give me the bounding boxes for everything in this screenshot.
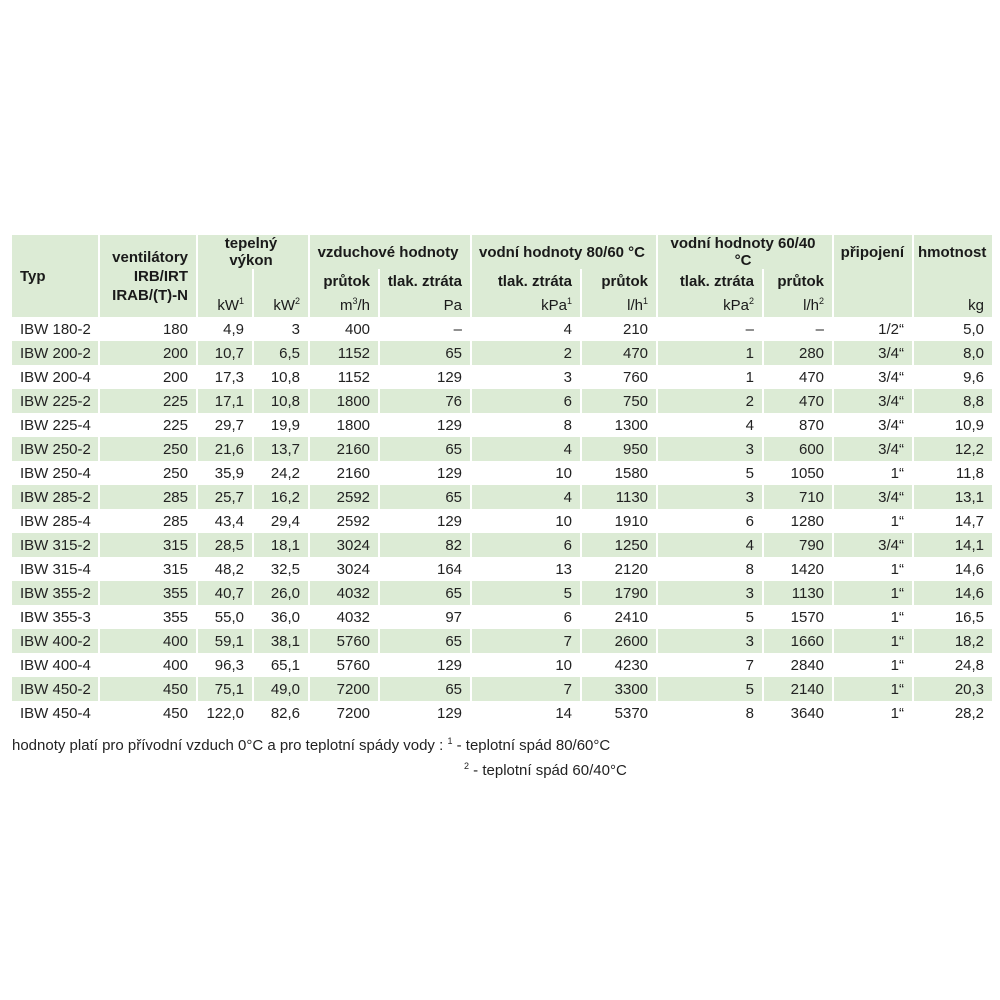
cell-vzduch-prutok: 1800 — [310, 389, 380, 413]
table-row — [12, 509, 992, 533]
cell-vzduch-prutok: 2160 — [310, 437, 380, 461]
cell-vzduch-prutok: 3024 — [310, 557, 380, 581]
cell-voda2-prutok: 1660 — [764, 629, 834, 653]
cell-ventilatory: 450 — [100, 701, 198, 725]
cell-voda2-tlak: 3 — [658, 581, 764, 605]
cell-kw2: 82,6 — [254, 701, 310, 725]
cell-typ: IBW 200-2 — [12, 341, 100, 365]
cell-voda2-prutok: 1280 — [764, 509, 834, 533]
table-row — [12, 701, 992, 725]
cell-kw2: 49,0 — [254, 677, 310, 701]
cell-vzduch-tlak: – — [380, 317, 472, 341]
cell-vzduch-prutok: 2592 — [310, 509, 380, 533]
cell-voda2-prutok: 2140 — [764, 677, 834, 701]
cell-pripojeni: 3/4“ — [834, 389, 914, 413]
cell-kw1: 55,0 — [198, 605, 254, 629]
cell-kw2: 38,1 — [254, 629, 310, 653]
table-row — [12, 389, 992, 413]
cell-vzduch-prutok: 1800 — [310, 413, 380, 437]
cell-voda2-prutok: 3640 — [764, 701, 834, 725]
cell-ventilatory: 450 — [100, 677, 198, 701]
cell-hmotnost: 5,0 — [963, 320, 985, 338]
cell-hmotnost: 12,2 — [914, 437, 992, 461]
cell-typ: IBW 285-2 — [12, 485, 100, 509]
cell-voda2-tlak: – — [658, 317, 764, 341]
cell-pripojeni: 1“ — [834, 461, 914, 485]
cell-kw2: 26,0 — [254, 581, 310, 605]
col-ventilatory-header — [100, 235, 198, 317]
cell-ventilatory: 250 — [100, 461, 198, 485]
cell-vzduch-tlak: 164 — [380, 557, 472, 581]
cell-kw1: 25,7 — [198, 485, 254, 509]
cell-voda2-tlak: 1 — [658, 341, 764, 365]
cell-voda1-tlak: 6 — [472, 389, 582, 413]
cell-kw2: 18,1 — [254, 533, 310, 557]
table-row — [12, 317, 992, 341]
cell-vzduch-tlak: 65 — [380, 485, 472, 509]
voda1-prutok-header: průtok — [582, 269, 658, 293]
unit-pa: Pa — [380, 293, 472, 317]
cell-voda1-tlak: 8 — [472, 413, 582, 437]
cell-voda2-prutok: 470 — [764, 389, 834, 413]
cell-vzduch-tlak: 82 — [380, 533, 472, 557]
cell-vzduch-prutok: 1152 — [310, 365, 380, 389]
cell-voda1-prutok: 1790 — [582, 581, 658, 605]
cell-typ: IBW 200-4 — [12, 365, 100, 389]
cell-voda2-tlak: 2 — [658, 389, 764, 413]
cell-voda2-prutok: 600 — [764, 437, 834, 461]
cell-ventilatory: 250 — [100, 437, 198, 461]
footnote-line-2: $^2$ - teplotní spád 60/40°C — [464, 761, 627, 779]
cell-vzduch-prutok: 7200 — [310, 701, 380, 725]
cell-voda1-tlak: 4 — [472, 317, 582, 341]
cell-voda1-prutok: 4230 — [582, 653, 658, 677]
unit-m3h: $m^3/h$ — [310, 293, 380, 317]
col-vzduchove-hodnoty-header: vzduchové hodnoty — [310, 235, 472, 269]
cell-typ: IBW 225-2 — [12, 389, 100, 413]
cell-vzduch-prutok: 7200 — [310, 677, 380, 701]
cell-hmotnost: 13,1 — [914, 485, 992, 509]
spec-table — [12, 235, 992, 725]
table-row — [12, 557, 992, 581]
cell-vzduch-prutok: 4032 — [310, 605, 380, 629]
cell-voda2-prutok: 470 — [764, 365, 834, 389]
cell-pripojeni: 3/4“ — [834, 533, 914, 557]
cell-kw2: 10,8 — [254, 389, 310, 413]
cell-voda1-prutok: 1250 — [582, 533, 658, 557]
table-row — [12, 533, 992, 557]
cell-ventilatory: 225 — [100, 389, 198, 413]
cell-vzduch-prutok: 400 — [310, 317, 380, 341]
cell-kw1: 17,1 — [198, 389, 254, 413]
cell-pripojeni: 3/4“ — [834, 437, 914, 461]
cell-ventilatory: 400 — [100, 653, 198, 677]
cell-pripojeni: 1“ — [834, 557, 914, 581]
cell-voda1-prutok: 2120 — [582, 557, 658, 581]
unit-lh1: $l/h^1$ — [582, 293, 658, 317]
cell-kw2: 16,2 — [254, 485, 310, 509]
cell-typ: IBW 225-4 — [12, 413, 100, 437]
cell-pripojeni: 1/2“ — [834, 317, 914, 341]
cell-hmotnost: 10,9 — [954, 416, 985, 434]
cell-voda2-tlak: 4 — [658, 533, 764, 557]
cell-kw2: 32,5 — [254, 557, 310, 581]
cell-ventilatory: 200 — [100, 365, 198, 389]
cell-voda1-prutok: 210 — [582, 317, 658, 341]
cell-kw1: 59,1 — [198, 629, 254, 653]
cell-ventilatory: 285 — [100, 509, 198, 533]
cell-hmotnost: 18,2 — [914, 629, 992, 653]
cell-kw1: 28,5 — [198, 533, 254, 557]
col-typ-header: Typ — [12, 235, 100, 317]
cell-ventilatory: 355 — [100, 581, 198, 605]
cell-vzduch-tlak: 129 — [380, 701, 472, 725]
cell-voda1-prutok: 1910 — [582, 509, 658, 533]
col-tepelny-vykon-header: tepelný výkon — [198, 235, 310, 269]
cell-kw1: 122,0 — [198, 701, 254, 725]
cell-typ: IBW 450-2 — [12, 677, 100, 701]
cell-voda2-tlak: 3 — [658, 437, 764, 461]
footnote-line-1: hodnoty platí pro přívodní vzduch 0°C a pro teplotní spády vody : $^1$ - teplotní spád 80/60°C — [12, 736, 611, 754]
cell-kw1: 96,3 — [198, 653, 254, 677]
header-row-groups — [12, 235, 992, 269]
cell-hmotnost: 14,7 — [954, 512, 985, 530]
cell-pripojeni: 3/4“ — [834, 485, 914, 509]
cell-voda2-prutok: 280 — [764, 341, 834, 365]
cell-voda2-tlak: 5 — [658, 677, 764, 701]
cell-voda2-tlak: 5 — [658, 461, 764, 485]
cell-pripojeni: 1“ — [834, 677, 914, 701]
cell-kw2: 13,7 — [254, 437, 310, 461]
cell-voda2-prutok: – — [764, 317, 834, 341]
cell-voda2-tlak: 3 — [658, 629, 764, 653]
cell-vzduch-prutok: 4032 — [310, 581, 380, 605]
cell-pripojeni: 1“ — [834, 605, 914, 629]
cell-vzduch-tlak: 65 — [380, 341, 472, 365]
col-vodni-80-60-header: vodní hodnoty 80/60 °C — [472, 235, 658, 269]
cell-typ: IBW 180-2 — [12, 317, 100, 341]
table-row — [12, 461, 992, 485]
cell-ventilatory: 200 — [100, 341, 198, 365]
cell-hmotnost: 28,2 — [954, 704, 985, 722]
cell-typ: IBW 250-2 — [12, 437, 100, 461]
table-row — [12, 413, 992, 437]
cell-voda1-tlak: 4 — [472, 437, 582, 461]
cell-kw1: 43,4 — [198, 509, 254, 533]
cell-voda2-tlak: 6 — [658, 509, 764, 533]
footnotes — [12, 731, 992, 781]
cell-vzduch-prutok: 2160 — [310, 461, 380, 485]
cell-kw1: 10,7 — [198, 341, 254, 365]
voda2-prutok-header: průtok — [764, 269, 834, 293]
cell-pripojeni: 3/4“ — [834, 341, 914, 365]
cell-hmotnost: 14,1 — [914, 533, 992, 557]
cell-kw2: 24,2 — [254, 461, 310, 485]
cell-voda1-tlak: 13 — [472, 557, 582, 581]
cell-vzduch-tlak: 65 — [380, 437, 472, 461]
cell-voda1-tlak: 10 — [472, 461, 582, 485]
cell-ventilatory: 315 — [100, 533, 198, 557]
cell-kw2: 29,4 — [254, 509, 310, 533]
cell-voda1-prutok: 2600 — [582, 629, 658, 653]
cell-kw1: 4,9 — [198, 317, 254, 341]
cell-voda2-prutok: 790 — [764, 533, 834, 557]
ventilatory-line2: IRB/IRT — [133, 267, 188, 285]
col-pripojeni-header: připojení — [834, 235, 914, 269]
col-hmotnost-header: hmotnost — [914, 235, 992, 269]
cell-typ: IBW 285-4 — [12, 509, 100, 533]
cell-vzduch-tlak: 65 — [380, 677, 472, 701]
col-vodni-60-40-header: vodní hodnoty 60/40 °C — [658, 235, 834, 269]
cell-hmotnost: 14,6 — [954, 560, 985, 578]
cell-voda1-tlak: 10 — [472, 653, 582, 677]
cell-hmotnost: 16,5 — [954, 608, 985, 626]
cell-vzduch-prutok: 5760 — [310, 653, 380, 677]
cell-voda2-prutok: 710 — [764, 485, 834, 509]
cell-voda1-tlak: 7 — [472, 629, 582, 653]
cell-voda1-tlak: 2 — [472, 341, 582, 365]
cell-kw1: 21,6 — [198, 437, 254, 461]
unit-kg: kg — [914, 293, 992, 317]
cell-ventilatory: 180 — [100, 317, 198, 341]
spec-table-container — [12, 235, 992, 781]
cell-voda1-prutok: 760 — [582, 365, 658, 389]
table-row — [12, 341, 992, 365]
table-row — [12, 485, 992, 509]
voda2-tlak-header: tlak. ztráta — [658, 269, 764, 293]
cell-voda2-tlak: 5 — [658, 605, 764, 629]
cell-vzduch-tlak: 129 — [380, 413, 472, 437]
cell-voda1-prutok: 750 — [582, 389, 658, 413]
cell-ventilatory: 285 — [100, 485, 198, 509]
cell-typ: IBW 315-2 — [12, 533, 100, 557]
cell-kw1: 40,7 — [198, 581, 254, 605]
cell-vzduch-tlak: 129 — [380, 461, 472, 485]
cell-voda2-prutok: 1420 — [764, 557, 834, 581]
cell-hmotnost: 14,6 — [914, 581, 992, 605]
cell-vzduch-prutok: 5760 — [310, 629, 380, 653]
cell-vzduch-prutok: 3024 — [310, 533, 380, 557]
cell-vzduch-tlak: 129 — [380, 509, 472, 533]
cell-voda1-tlak: 3 — [472, 365, 582, 389]
cell-voda2-tlak: 7 — [658, 653, 764, 677]
vzduch-prutok-header: průtok — [310, 269, 380, 293]
cell-voda1-tlak: 4 — [472, 485, 582, 509]
cell-pripojeni: 1“ — [834, 653, 914, 677]
cell-hmotnost: 9,6 — [963, 368, 985, 386]
unit-lh2: $l/h^2$ — [764, 293, 834, 317]
cell-kw1: 48,2 — [198, 557, 254, 581]
cell-voda1-prutok: 3300 — [582, 677, 658, 701]
cell-typ: IBW 355-3 — [12, 605, 100, 629]
cell-voda2-tlak: 4 — [658, 413, 764, 437]
cell-kw1: 75,1 — [198, 677, 254, 701]
cell-voda2-prutok: 1130 — [764, 581, 834, 605]
cell-vzduch-tlak: 65 — [380, 629, 472, 653]
cell-kw2: 3 — [254, 317, 310, 341]
ventilatory-line1: ventilátory — [112, 248, 188, 266]
cell-voda1-tlak: 5 — [472, 581, 582, 605]
cell-voda2-prutok: 1570 — [764, 605, 834, 629]
cell-pripojeni: 3/4“ — [834, 365, 914, 389]
cell-kw2: 36,0 — [254, 605, 310, 629]
cell-ventilatory: 400 — [100, 629, 198, 653]
spec-table-body — [12, 317, 992, 725]
cell-hmotnost: 20,3 — [914, 677, 992, 701]
cell-typ: IBW 355-2 — [12, 581, 100, 605]
cell-voda1-prutok: 5370 — [582, 701, 658, 725]
cell-hmotnost: 8,8 — [914, 389, 992, 413]
cell-typ: IBW 315-4 — [12, 557, 100, 581]
ventilatory-line3: IRAB/(T)-N — [112, 286, 188, 304]
cell-ventilatory: 355 — [100, 605, 198, 629]
cell-voda1-prutok: 1300 — [582, 413, 658, 437]
cell-kw2: 65,1 — [254, 653, 310, 677]
cell-voda1-prutok: 470 — [582, 341, 658, 365]
cell-pripojeni: 1“ — [834, 701, 914, 725]
cell-voda2-tlak: 8 — [658, 557, 764, 581]
cell-vzduch-prutok: 2592 — [310, 485, 380, 509]
cell-voda1-prutok: 1580 — [582, 461, 658, 485]
table-row — [12, 437, 992, 461]
cell-pripojeni: 1“ — [834, 581, 914, 605]
cell-voda2-tlak: 8 — [658, 701, 764, 725]
cell-vzduch-tlak: 76 — [380, 389, 472, 413]
cell-ventilatory: 315 — [100, 557, 198, 581]
cell-typ: IBW 450-4 — [12, 701, 100, 725]
cell-voda2-tlak: 3 — [658, 485, 764, 509]
cell-hmotnost: 24,8 — [954, 656, 985, 674]
cell-voda1-prutok: 2410 — [582, 605, 658, 629]
cell-pripojeni: 1“ — [834, 629, 914, 653]
cell-kw1: 35,9 — [198, 461, 254, 485]
cell-voda2-prutok: 870 — [764, 413, 834, 437]
unit-kw1: $kW^1$ — [198, 293, 254, 317]
cell-voda1-tlak: 10 — [472, 509, 582, 533]
voda1-tlak-header: tlak. ztráta — [472, 269, 582, 293]
cell-pripojeni: 3/4“ — [834, 413, 914, 437]
cell-voda1-tlak: 14 — [472, 701, 582, 725]
table-row — [12, 653, 992, 677]
unit-kw2: $kW^2$ — [254, 293, 310, 317]
cell-kw2: 19,9 — [254, 413, 310, 437]
cell-voda1-tlak: 6 — [472, 533, 582, 557]
unit-kpa2: kPa$^2$ — [658, 293, 764, 317]
cell-voda1-prutok: 950 — [582, 437, 658, 461]
vzduch-tlak-header: tlak. ztráta — [380, 269, 472, 293]
unit-kpa1: kPa$^1$ — [472, 293, 582, 317]
cell-vzduch-prutok: 1152 — [310, 341, 380, 365]
cell-hmotnost: 11,8 — [955, 464, 985, 482]
cell-voda2-prutok: 1050 — [764, 461, 834, 485]
cell-voda1-tlak: 7 — [472, 677, 582, 701]
cell-voda2-tlak: 1 — [658, 365, 764, 389]
table-row — [12, 581, 992, 605]
cell-kw1: 17,3 — [198, 365, 254, 389]
cell-pripojeni: 1“ — [834, 509, 914, 533]
table-row — [12, 365, 992, 389]
cell-typ: IBW 400-2 — [12, 629, 100, 653]
cell-voda2-prutok: 2840 — [764, 653, 834, 677]
cell-voda1-tlak: 6 — [472, 605, 582, 629]
cell-kw2: 10,8 — [254, 365, 310, 389]
cell-voda1-prutok: 1130 — [582, 485, 658, 509]
cell-hmotnost: 8,0 — [914, 341, 992, 365]
table-row — [12, 605, 992, 629]
cell-typ: IBW 400-4 — [12, 653, 100, 677]
cell-vzduch-tlak: 65 — [380, 581, 472, 605]
cell-kw2: 6,5 — [254, 341, 310, 365]
table-row — [12, 629, 992, 653]
cell-ventilatory: 225 — [100, 413, 198, 437]
cell-vzduch-tlak: 129 — [380, 365, 472, 389]
cell-vzduch-tlak: 129 — [380, 653, 472, 677]
cell-typ: IBW 250-4 — [12, 461, 100, 485]
cell-vzduch-tlak: 97 — [380, 605, 472, 629]
cell-kw1: 29,7 — [198, 413, 254, 437]
table-row — [12, 677, 992, 701]
